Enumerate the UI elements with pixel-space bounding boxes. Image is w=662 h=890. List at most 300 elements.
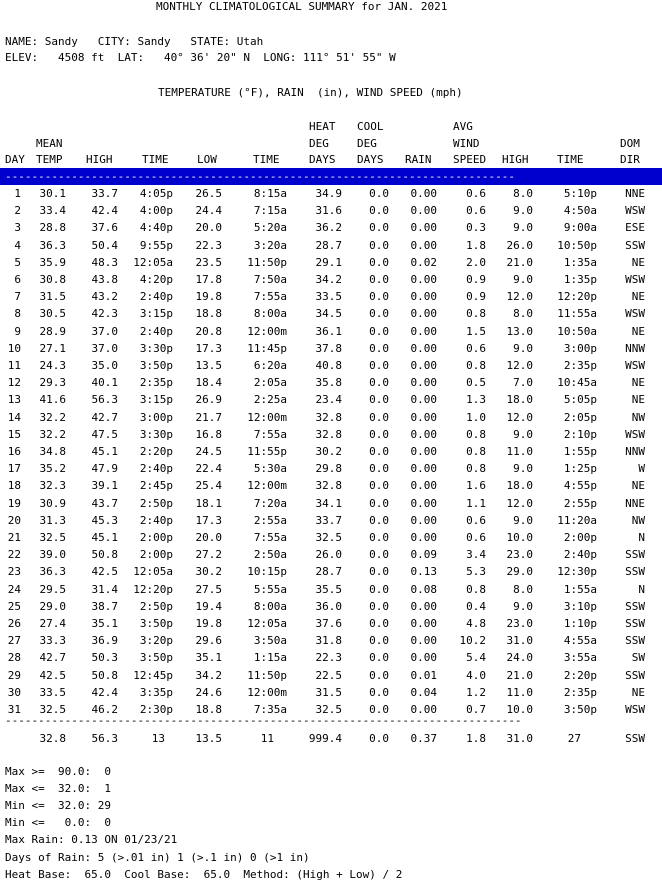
- cell-low: 22.3: [195, 238, 222, 252]
- cell-cool-deg-days: 0.0: [369, 187, 389, 200]
- cell-dom-dir: WSW: [625, 273, 645, 286]
- cell-dom-dir: SW: [631, 651, 645, 665]
- table-row: [0, 581, 662, 598]
- table-row: [0, 477, 662, 494]
- cell-mean-temp: 34.8: [39, 445, 66, 458]
- cell-wind-high: 21.0: [506, 255, 533, 269]
- cell-day: 19: [7, 496, 21, 510]
- cell-mean-temp: 30.9: [39, 496, 66, 510]
- cell-heat-deg-days: 23.4: [315, 393, 342, 407]
- cell-heat-deg-days: 22.5: [315, 668, 342, 682]
- cell-day: 7: [14, 290, 21, 304]
- cell-heat-deg-days: 33.5: [315, 290, 342, 304]
- cell-wind-high-time: 9:00a: [563, 221, 597, 235]
- cell-wind-high: 9.0: [513, 462, 533, 476]
- cell-low-time: 7:55a: [253, 290, 287, 304]
- cell-cool-deg-days: 0.0: [369, 341, 389, 355]
- cell-heat-deg-days: 26.0: [315, 548, 342, 562]
- selected-separator-dashes: -----------------------------------------------------------------------------: [5, 170, 515, 183]
- cell-mean-temp: 28.9: [39, 324, 66, 338]
- cell-cool-deg-days: 0.0: [369, 548, 389, 562]
- cell-dom-dir: NE: [631, 393, 645, 407]
- cell-low-time: 11:45p: [247, 341, 287, 355]
- cell-high: 43.8: [91, 273, 118, 286]
- table-row: [0, 305, 662, 322]
- cell-wind-high-time: 2:20p: [563, 668, 597, 682]
- cell-low: 20.0: [195, 221, 222, 235]
- footer-line: Days of Rain: 5 (>.01 in) 1 (>.1 in) 0 (>1 in): [5, 850, 310, 864]
- cell-wind-high-time: 3:55a: [563, 651, 597, 665]
- cell-wind-high: 10.0: [506, 703, 533, 716]
- cell-wind-high: 12.0: [506, 410, 533, 424]
- cell-wind-high: 9.0: [513, 204, 533, 218]
- table-row: [0, 219, 662, 236]
- cell-mean-temp: 33.4: [39, 204, 66, 218]
- cell-wind-high-time: 1:35a: [563, 255, 597, 269]
- cell-day: 17: [7, 462, 21, 476]
- cell-mean-temp: 29.0: [39, 599, 66, 613]
- location-info: ELEV: 4508 ft LAT: 40° 36' 20" N LONG: 111° 51' 55" W: [5, 51, 396, 64]
- cell-day: 18: [7, 479, 21, 493]
- cell-low: 20.0: [195, 531, 222, 544]
- cell-low: 18.4: [195, 376, 222, 390]
- total-cool-deg-days: 0.0: [369, 732, 389, 745]
- cell-mean-temp: 29.3: [39, 376, 66, 390]
- cell-wind-high: 12.0: [506, 359, 533, 372]
- cell-low: 27.5: [195, 582, 222, 596]
- cell-cool-deg-days: 0.0: [369, 531, 389, 544]
- cell-low-time: 11:50p: [247, 255, 287, 269]
- cell-high: 35.1: [91, 617, 118, 630]
- cell-dom-dir: N: [638, 531, 645, 544]
- cell-low: 16.8: [195, 427, 222, 441]
- cell-wind-high-time: 1:10p: [563, 617, 597, 630]
- cell-avg-wind-speed: 0.6: [466, 513, 486, 527]
- cell-avg-wind-speed: 0.8: [466, 307, 486, 321]
- cell-cool-deg-days: 0.0: [369, 651, 389, 665]
- cell-wind-high: 12.0: [506, 496, 533, 510]
- cell-low-time: 7:55a: [253, 531, 287, 544]
- cell-dom-dir: NNW: [625, 341, 645, 355]
- cell-low-time: 12:05a: [247, 617, 287, 630]
- cell-low-time: 12:00m: [247, 479, 287, 493]
- cell-avg-wind-speed: 0.3: [466, 221, 486, 235]
- cell-high-time: 3:50p: [139, 651, 173, 665]
- total-high: 56.3: [91, 732, 118, 745]
- cell-low-time: 5:20a: [253, 221, 287, 235]
- cell-mean-temp: 35.9: [39, 255, 66, 269]
- cell-day: 5: [14, 255, 21, 269]
- cell-wind-high-time: 11:55a: [557, 307, 597, 321]
- cell-wind-high: 11.0: [506, 685, 533, 699]
- cell-high: 39.1: [91, 479, 118, 493]
- cell-low-time: 12:00m: [247, 410, 287, 424]
- cell-day: 20: [7, 513, 21, 527]
- cell-dom-dir: SSW: [625, 599, 645, 613]
- cell-low: 17.8: [195, 273, 222, 286]
- cell-dom-dir: WSW: [625, 307, 645, 321]
- cell-low-time: 7:55a: [253, 427, 287, 441]
- footer-line: Min <= 0.0: 0: [5, 816, 111, 830]
- cell-rain: 0.00: [410, 445, 437, 458]
- totals-divider: ------------------------------------------------------------------------------: [5, 714, 522, 727]
- cell-wind-high-time: 10:45a: [557, 376, 597, 390]
- total-wind-high: 31.0: [506, 732, 533, 745]
- cell-day: 6: [14, 273, 21, 286]
- table-row: [0, 323, 662, 340]
- table-row: [0, 684, 662, 701]
- cell-heat-deg-days: 37.8: [315, 341, 342, 355]
- cell-high-time: 2:40p: [139, 462, 173, 476]
- cell-mean-temp: 33.5: [39, 685, 66, 699]
- table-row: [0, 460, 662, 477]
- table-row: [0, 615, 662, 632]
- cell-wind-high-time: 11:20a: [557, 513, 597, 527]
- cell-rain: 0.00: [410, 617, 437, 630]
- header-heat-days: DAYS: [309, 153, 336, 166]
- cell-avg-wind-speed: 4.8: [466, 617, 486, 630]
- cell-heat-deg-days: 35.8: [315, 376, 342, 390]
- cell-high: 42.7: [91, 410, 118, 424]
- cell-dom-dir: WSW: [625, 427, 645, 441]
- cell-heat-deg-days: 30.2: [315, 445, 342, 458]
- cell-high: 45.1: [91, 445, 118, 458]
- cell-rain: 0.00: [410, 221, 437, 235]
- table-row: [0, 374, 662, 391]
- report-title: MONTHLY CLIMATOLOGICAL SUMMARY for JAN. 2021: [156, 0, 448, 13]
- cell-cool-deg-days: 0.0: [369, 290, 389, 304]
- cell-low: 35.1: [195, 651, 222, 665]
- header-avg: AVG: [453, 120, 473, 133]
- cell-low-time: 11:50p: [247, 668, 287, 682]
- cell-wind-high: 8.0: [513, 582, 533, 596]
- cell-low-time: 12:00m: [247, 685, 287, 699]
- cell-low: 26.9: [195, 393, 222, 407]
- cell-wind-high: 8.0: [513, 187, 533, 200]
- cell-wind-high: 18.0: [506, 479, 533, 493]
- cell-low: 17.3: [195, 341, 222, 355]
- cell-mean-temp: 30.1: [39, 187, 66, 200]
- header-day: DAY: [5, 153, 25, 166]
- cell-wind-high: 24.0: [506, 651, 533, 665]
- cell-wind-high: 11.0: [506, 445, 533, 458]
- cell-cool-deg-days: 0.0: [369, 582, 389, 596]
- table-row: [0, 391, 662, 408]
- cell-wind-high-time: 2:40p: [563, 548, 597, 562]
- cell-mean-temp: 31.5: [39, 290, 66, 304]
- cell-mean-temp: 27.1: [39, 341, 66, 355]
- cell-high: 42.4: [91, 685, 118, 699]
- cell-dom-dir: WSW: [625, 703, 645, 716]
- cell-high: 42.3: [91, 307, 118, 321]
- cell-wind-high-time: 4:55p: [563, 479, 597, 493]
- header-wind-time: TIME: [557, 153, 584, 166]
- table-row: [0, 443, 662, 460]
- cell-rain: 0.00: [410, 479, 437, 493]
- cell-day: 14: [7, 410, 21, 424]
- cell-heat-deg-days: 32.8: [315, 479, 342, 493]
- totals-row: [0, 730, 662, 747]
- cell-wind-high-time: 10:50p: [557, 238, 597, 252]
- cell-heat-deg-days: 31.8: [315, 634, 342, 648]
- cell-high: 37.0: [91, 324, 118, 338]
- cell-high-time: 2:00p: [139, 548, 173, 562]
- cell-wind-high: 29.0: [506, 565, 533, 579]
- header-mean: MEAN: [36, 137, 63, 150]
- cell-high-time: 4:05p: [139, 187, 173, 200]
- cell-high: 50.8: [91, 668, 118, 682]
- cell-heat-deg-days: 34.9: [315, 187, 342, 200]
- cell-high: 56.3: [91, 393, 118, 407]
- cell-cool-deg-days: 0.0: [369, 617, 389, 630]
- cell-wind-high-time: 3:00p: [563, 341, 597, 355]
- cell-high-time: 4:40p: [139, 221, 173, 235]
- cell-heat-deg-days: 28.7: [315, 238, 342, 252]
- cell-mean-temp: 42.7: [39, 651, 66, 665]
- total-dom-dir: SSW: [625, 732, 645, 745]
- cell-low: 18.1: [195, 496, 222, 510]
- header-speed: SPEED: [453, 153, 487, 166]
- cell-rain: 0.00: [410, 187, 437, 200]
- cell-cool-deg-days: 0.0: [369, 599, 389, 613]
- cell-avg-wind-speed: 1.2: [466, 685, 486, 699]
- cell-cool-deg-days: 0.0: [369, 565, 389, 579]
- cell-dom-dir: NE: [631, 324, 645, 338]
- cell-low-time: 5:55a: [253, 582, 287, 596]
- cell-heat-deg-days: 32.5: [315, 703, 342, 716]
- cell-dom-dir: SSW: [625, 668, 645, 682]
- cell-low-time: 2:50a: [253, 548, 287, 562]
- cell-wind-high: 21.0: [506, 668, 533, 682]
- cell-wind-high-time: 3:50p: [563, 703, 597, 716]
- cell-day: 16: [7, 445, 21, 458]
- cell-rain: 0.00: [410, 376, 437, 390]
- cell-cool-deg-days: 0.0: [369, 513, 389, 527]
- cell-mean-temp: 35.2: [39, 462, 66, 476]
- total-avg-wind-speed: 1.8: [466, 732, 486, 745]
- cell-wind-high-time: 5:10p: [563, 187, 597, 200]
- cell-low: 29.6: [195, 634, 222, 648]
- cell-low-time: 7:15a: [253, 204, 287, 218]
- cell-rain: 0.00: [410, 341, 437, 355]
- table-row: [0, 529, 662, 546]
- cell-avg-wind-speed: 4.0: [466, 668, 486, 682]
- table-row: [0, 426, 662, 443]
- cell-rain: 0.00: [410, 324, 437, 338]
- cell-rain: 0.13: [410, 565, 437, 579]
- cell-high: 38.7: [91, 599, 118, 613]
- cell-heat-deg-days: 29.8: [315, 462, 342, 476]
- cell-rain: 0.08: [410, 582, 437, 596]
- cell-high: 42.5: [91, 565, 118, 579]
- cell-high-time: 2:50p: [139, 599, 173, 613]
- cell-cool-deg-days: 0.0: [369, 204, 389, 218]
- cell-dom-dir: NW: [631, 513, 645, 527]
- cell-day: 15: [7, 427, 21, 441]
- cell-low-time: 8:00a: [253, 599, 287, 613]
- total-heat-deg-days: 999.4: [308, 732, 342, 745]
- cell-avg-wind-speed: 0.7: [466, 703, 486, 716]
- header-deg-cool: DEG: [357, 137, 377, 150]
- cell-high: 45.1: [91, 531, 118, 544]
- cell-low-time: 2:55a: [253, 513, 287, 527]
- cell-heat-deg-days: 37.6: [315, 617, 342, 630]
- cell-low-time: 5:30a: [253, 462, 287, 476]
- cell-wind-high-time: 2:05p: [563, 410, 597, 424]
- footer-line: Max >= 90.0: 0: [5, 765, 111, 778]
- cell-wind-high: 9.0: [513, 513, 533, 527]
- cell-cool-deg-days: 0.0: [369, 238, 389, 252]
- cell-low: 27.2: [195, 548, 222, 562]
- cell-wind-high-time: 5:05p: [563, 393, 597, 407]
- cell-avg-wind-speed: 1.1: [466, 496, 486, 510]
- cell-day: 24: [7, 582, 21, 596]
- cell-mean-temp: 32.2: [39, 427, 66, 441]
- cell-high: 42.4: [91, 204, 118, 218]
- table-row: [0, 667, 662, 684]
- cell-heat-deg-days: 22.3: [315, 651, 342, 665]
- cell-low-time: 12:00m: [247, 324, 287, 338]
- cell-high-time: 3:15p: [139, 393, 173, 407]
- cell-low-time: 2:05a: [253, 376, 287, 390]
- cell-high: 50.3: [91, 651, 118, 665]
- cell-high-time: 3:30p: [139, 341, 173, 355]
- cell-rain: 0.01: [410, 668, 437, 682]
- cell-low-time: 6:20a: [253, 359, 287, 372]
- cell-wind-high: 31.0: [506, 634, 533, 648]
- cell-mean-temp: 36.3: [39, 238, 66, 252]
- cell-high: 50.8: [91, 548, 118, 562]
- cell-avg-wind-speed: 0.9: [466, 290, 486, 304]
- cell-rain: 0.00: [410, 290, 437, 304]
- cell-wind-high: 26.0: [506, 238, 533, 252]
- cell-high-time: 12:45p: [133, 668, 173, 682]
- cell-heat-deg-days: 34.5: [315, 307, 342, 321]
- cell-wind-high: 23.0: [506, 617, 533, 630]
- cell-rain: 0.00: [410, 531, 437, 544]
- cell-wind-high: 23.0: [506, 548, 533, 562]
- cell-high-time: 2:40p: [139, 324, 173, 338]
- cell-rain: 0.00: [410, 273, 437, 286]
- cell-wind-high-time: 12:30p: [557, 565, 597, 579]
- cell-rain: 0.04: [410, 685, 437, 699]
- cell-day: 12: [7, 376, 21, 390]
- cell-cool-deg-days: 0.0: [369, 462, 389, 476]
- cell-cool-deg-days: 0.0: [369, 479, 389, 493]
- table-row: [0, 254, 662, 271]
- cell-high: 50.4: [91, 238, 118, 252]
- cell-dom-dir: NE: [631, 255, 645, 269]
- cell-cool-deg-days: 0.0: [369, 445, 389, 458]
- cell-high-time: 3:50p: [139, 359, 173, 372]
- cell-low: 23.5: [195, 255, 222, 269]
- cell-cool-deg-days: 0.0: [369, 410, 389, 424]
- cell-avg-wind-speed: 5.3: [466, 565, 486, 579]
- table-row: [0, 546, 662, 563]
- cell-avg-wind-speed: 1.3: [466, 393, 486, 407]
- table-row: [0, 340, 662, 357]
- cell-dom-dir: W: [638, 462, 645, 476]
- cell-wind-high-time: 4:50a: [563, 204, 597, 218]
- cell-dom-dir: NE: [631, 376, 645, 390]
- cell-avg-wind-speed: 0.9: [466, 273, 486, 286]
- cell-dom-dir: SSW: [625, 617, 645, 630]
- cell-wind-high: 10.0: [506, 531, 533, 544]
- cell-avg-wind-speed: 1.8: [466, 238, 486, 252]
- table-row: [0, 649, 662, 666]
- footer-line: Max Rain: 0.13 ON 01/23/21: [5, 833, 178, 847]
- cell-high: 47.9: [91, 462, 118, 476]
- cell-high: 35.0: [91, 359, 118, 372]
- cell-high-time: 2:35p: [139, 376, 173, 390]
- cell-rain: 0.00: [410, 634, 437, 648]
- cell-low: 20.8: [195, 324, 222, 338]
- cell-wind-high-time: 2:35p: [563, 359, 597, 372]
- total-mean-temp: 32.8: [39, 732, 66, 745]
- cell-heat-deg-days: 36.2: [315, 221, 342, 235]
- cell-wind-high: 9.0: [513, 341, 533, 355]
- cell-high: 47.5: [91, 427, 118, 441]
- cell-wind-high: 13.0: [506, 324, 533, 338]
- cell-high-time: 2:30p: [139, 703, 173, 716]
- cell-high: 33.7: [91, 187, 118, 200]
- table-row: [0, 271, 662, 288]
- cell-low: 17.3: [195, 513, 222, 527]
- header-wind-high: HIGH: [502, 153, 529, 166]
- total-rain: 0.37: [410, 732, 437, 745]
- cell-wind-high: 9.0: [513, 221, 533, 235]
- header-time-low: TIME: [253, 153, 280, 166]
- cell-wind-high-time: 1:25p: [563, 462, 597, 476]
- cell-rain: 0.00: [410, 599, 437, 613]
- header-cool-days: DAYS: [357, 153, 384, 166]
- cell-low-time: 8:15a: [253, 187, 287, 200]
- cell-dom-dir: NNE: [625, 496, 645, 510]
- cell-low-time: 7:50a: [253, 273, 287, 286]
- station-info: NAME: Sandy CITY: Sandy STATE: Utah: [5, 35, 264, 48]
- cell-cool-deg-days: 0.0: [369, 668, 389, 682]
- cell-dom-dir: ESE: [625, 221, 645, 235]
- cell-low: 24.6: [195, 685, 222, 699]
- cell-avg-wind-speed: 0.8: [466, 445, 486, 458]
- cell-avg-wind-speed: 0.5: [466, 376, 486, 390]
- cell-mean-temp: 30.8: [39, 273, 66, 286]
- cell-mean-temp: 33.3: [39, 634, 66, 648]
- cell-heat-deg-days: 34.1: [315, 496, 342, 510]
- cell-heat-deg-days: 32.8: [315, 427, 342, 441]
- cell-wind-high: 8.0: [513, 307, 533, 321]
- cell-wind-high-time: 10:50a: [557, 324, 597, 338]
- header-low: LOW: [197, 153, 217, 166]
- cell-avg-wind-speed: 1.5: [466, 324, 486, 338]
- header-rain: RAIN: [405, 153, 432, 166]
- cell-rain: 0.00: [410, 651, 437, 665]
- cell-low-time: 8:00a: [253, 307, 287, 321]
- cell-dom-dir: NE: [631, 479, 645, 493]
- cell-low-time: 2:25a: [253, 393, 287, 407]
- cell-heat-deg-days: 36.0: [315, 599, 342, 613]
- cell-day: 28: [7, 651, 21, 665]
- cell-mean-temp: 32.5: [39, 703, 66, 716]
- cell-avg-wind-speed: 1.0: [466, 410, 486, 424]
- cell-cool-deg-days: 0.0: [369, 703, 389, 716]
- cell-high: 36.9: [91, 634, 118, 648]
- cell-avg-wind-speed: 5.4: [466, 651, 486, 665]
- cell-high-time: 2:45p: [139, 479, 173, 493]
- cell-heat-deg-days: 40.8: [315, 359, 342, 372]
- cell-avg-wind-speed: 2.0: [466, 255, 486, 269]
- cell-high-time: 3:00p: [139, 410, 173, 424]
